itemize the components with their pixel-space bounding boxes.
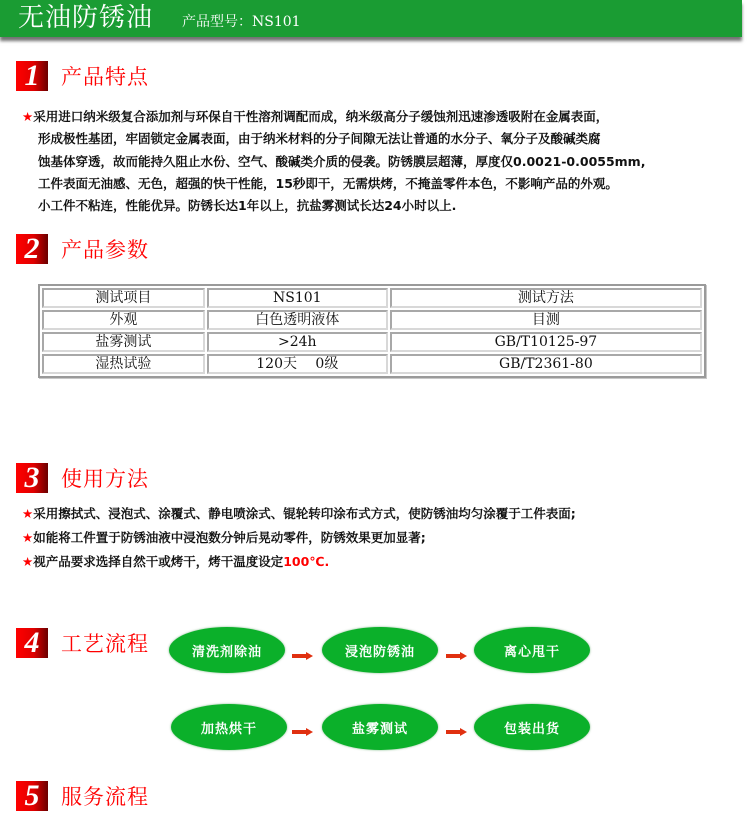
section-title: 使用方法 bbox=[61, 467, 149, 491]
section-2-heading bbox=[16, 233, 149, 265]
arrow-right-icon bbox=[292, 652, 314, 660]
features-line: 小工件不粘连，性能优异。防锈长达1年以上，抗盐雾测试长达24小时以上. bbox=[38, 198, 457, 214]
product-title: 无油防锈油 bbox=[18, 3, 154, 33]
table-row bbox=[42, 332, 702, 352]
section-number-badge: 3 bbox=[16, 463, 48, 493]
section-3-heading bbox=[16, 462, 149, 494]
table-header-cell: NS101 bbox=[207, 288, 388, 308]
arrow-right-icon bbox=[446, 652, 468, 660]
features-paragraph bbox=[22, 106, 747, 217]
table-header-row bbox=[42, 288, 702, 308]
section-title: 服务流程 bbox=[61, 785, 149, 809]
star-icon: ★ bbox=[22, 109, 34, 124]
features-line: 形成极性基团，牢固锁定金属表面，由于纳米材料的分子间隙无法让普通的水分子、氧分子及酸碱类腐 bbox=[38, 131, 601, 147]
product-model: 产品型号：NS101 bbox=[182, 14, 301, 30]
usage-item: ★采用擦拭式、浸泡式、涂覆式、静电喷涂式、锟轮转印涂布式方式，使防锈油均匀涂覆于工件表面; bbox=[22, 506, 576, 521]
usage-list bbox=[22, 502, 576, 574]
usage-item: ★视产品要求选择自然干或烤干，烤干温度设定100℃. bbox=[22, 554, 330, 569]
flow-step-heat-dry: 加热烘干 bbox=[171, 704, 287, 750]
flow-step-pack-ship: 包装出货 bbox=[474, 704, 590, 750]
table-cell: 目测 bbox=[390, 310, 702, 330]
temperature-highlight: 100℃. bbox=[283, 554, 330, 569]
table-cell: 白色透明液体 bbox=[207, 310, 388, 330]
section-title: 工艺流程 bbox=[61, 632, 149, 656]
section-title: 产品参数 bbox=[61, 238, 149, 262]
section-number-badge: 1 bbox=[16, 61, 48, 91]
table-row bbox=[42, 310, 702, 330]
features-line: 蚀基体穿透，故而能持久阻止水份、空气、酸碱类介质的侵袭。防锈膜层超薄，厚度仅0.0021-0.0055mm, bbox=[38, 153, 646, 169]
section-title: 产品特点 bbox=[61, 65, 149, 89]
table-cell: 120天 0级 bbox=[207, 354, 388, 374]
flow-step-salt-spray: 盐雾测试 bbox=[322, 704, 438, 750]
arrow-right-icon bbox=[446, 728, 468, 736]
table-header-cell: 测试方法 bbox=[390, 288, 702, 308]
header-banner bbox=[0, 0, 742, 37]
features-line: ★采用进口纳米级复合添加剂与环保自干性溶剂调配而成，纳米级高分子缓蚀剂迅速渗透吸附在金属表面， bbox=[22, 109, 609, 124]
section-number-badge: 5 bbox=[16, 781, 48, 811]
table-row bbox=[42, 354, 702, 374]
star-icon: ★ bbox=[22, 554, 34, 569]
features-line: 工件表面无油感、无色，超强的快干性能，15秒即干，无需烘烤，不掩盖零件本色，不影响产品的外观。 bbox=[38, 175, 618, 191]
table-cell: 外观 bbox=[42, 310, 205, 330]
section-number-badge: 4 bbox=[16, 628, 48, 658]
table-header-cell: 测试项目 bbox=[42, 288, 205, 308]
table-cell: 盐雾测试 bbox=[42, 332, 205, 352]
star-icon: ★ bbox=[22, 530, 34, 545]
section-number-badge: 2 bbox=[16, 234, 48, 264]
table-cell: 湿热试验 bbox=[42, 354, 205, 374]
table-cell: GB/T2361-80 bbox=[390, 354, 702, 374]
section-4-heading bbox=[16, 627, 149, 659]
table-cell: GB/T10125-97 bbox=[390, 332, 702, 352]
section-1-heading bbox=[16, 60, 149, 92]
table-cell: >24h bbox=[207, 332, 388, 352]
params-table bbox=[38, 284, 706, 378]
arrow-right-icon bbox=[292, 728, 314, 736]
flow-step-soak: 浸泡防锈油 bbox=[322, 627, 438, 673]
star-icon: ★ bbox=[22, 506, 34, 521]
flow-step-degrease: 清洗剂除油 bbox=[169, 627, 285, 673]
usage-item: ★如能将工件置于防锈油液中浸泡数分钟后晃动零件，防锈效果更加显著; bbox=[22, 530, 426, 545]
flow-step-spin-dry: 离心甩干 bbox=[474, 627, 590, 673]
section-5-heading bbox=[16, 780, 149, 812]
